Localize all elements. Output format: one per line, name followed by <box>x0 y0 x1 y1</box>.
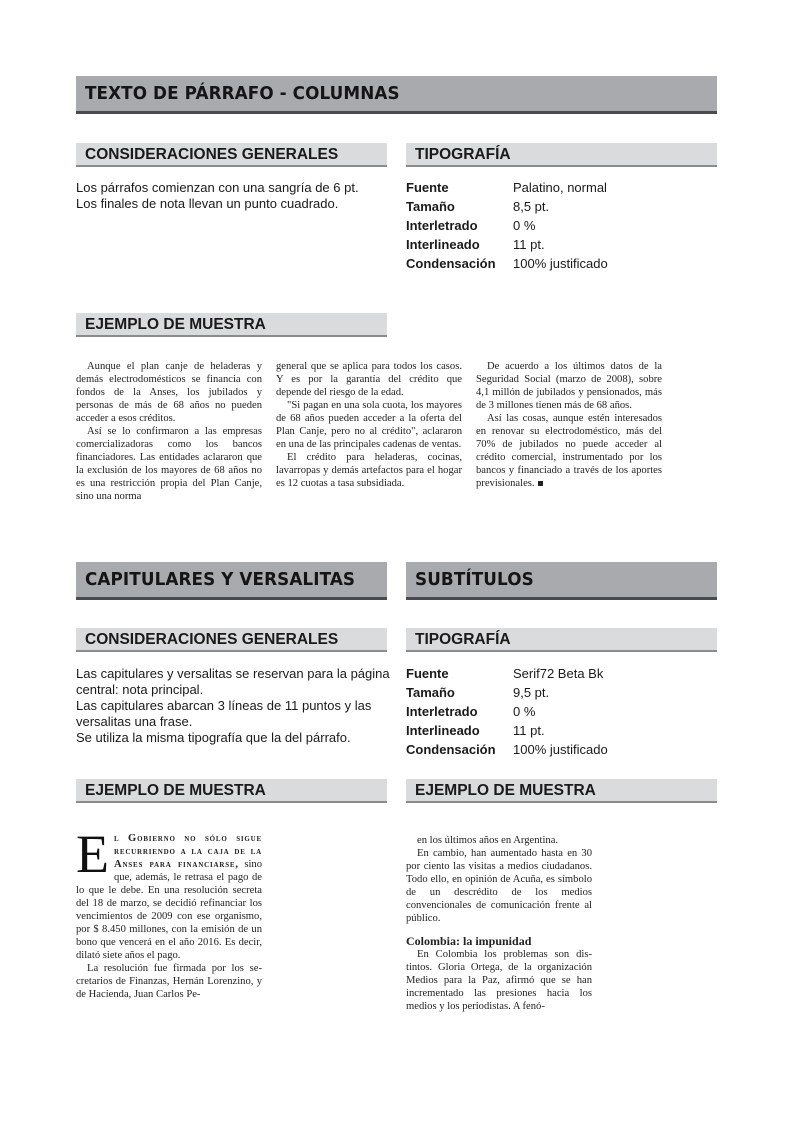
sample-heading <box>76 779 387 803</box>
spec-label: Interletrado <box>406 704 478 719</box>
paragraph: "Si pagan en una sola cuota, los mayores de 68 años pueden acceder a la oferta del Plan Canje, pero no al crédito", aclararon en una de las principales cadenas de ventas. <box>276 400 462 450</box>
paragraph: De acuerdo a los últimos datos de la Seguridad Social (marzo de 2008), sobre 4,1 millón de jubilados y pensionados, más de 3 millones tienen más de 68 años. <box>476 361 662 411</box>
smallcaps-phrase: l Gobierno no sólo sigue recurriendo a la caja de la Anses para financiarse, <box>114 833 262 870</box>
sample-heading-text: EJEMPLO DE MUESTRA <box>415 782 596 799</box>
spec-value: 100% justificado <box>513 742 608 757</box>
typography-heading-text: TIPOGRAFÍA <box>415 146 511 163</box>
spec-row-interlineado <box>406 721 608 740</box>
sample-heading <box>406 779 717 803</box>
spec-value: 11 pt. <box>513 237 545 252</box>
considerations-heading <box>76 628 387 652</box>
subtitle-sample-column <box>406 834 592 1013</box>
paragraph: Así se lo confirmaron a las empresas comercializadoras como los bancos financiadores. Las entidades aclararon que la exclusión de los mayores de 68 años no es una restricción propia del Plan Canje, sino una norma <box>76 426 262 502</box>
considerations-heading-text: CONSIDERACIONES GENERALES <box>85 146 339 163</box>
paragraph-rest: sino que, además, le retrasa el pago de lo que le debe. En una resolución secreta del 18 de marzo, se decidió refinanciar los vencimientos de 2009 con ese organismo, por $ 8.450 millones, con la emisión de un bono que vencerá en el año 2016. Es decir, dilató siete años el pago. <box>76 859 263 961</box>
sample-heading-text: EJEMPLO DE MUESTRA <box>85 316 266 333</box>
spec-row-tamano <box>406 683 608 702</box>
paragraph: En cambio, han aumentado hasta en 30 por ciento las visitas a medios ciudadanos. Todo ello, en opinión de Acuña, es símbolo de un descrédito de los medios convencionales de comunicación frente al público. <box>406 848 592 924</box>
typography-spec-table <box>406 178 608 273</box>
spec-label: Condensación <box>406 742 496 757</box>
spec-label: Fuente <box>406 180 449 195</box>
considerations-line: Se utiliza la misma tipografía que la del párrafo. <box>76 730 351 745</box>
spec-label: Interletrado <box>406 218 478 233</box>
subheading: Colombia: la impunidad <box>406 934 532 948</box>
paragraph: Así las cosas, aunque estén interesados en renovar su electrodoméstico, más del 70% de jubilados no puede acceder al crédito comercial, instrumentado por los bancos y financiado a través de los aportes previsionales. <box>476 413 662 489</box>
dropcap-letter: E <box>76 824 109 884</box>
section-title-text: SUBTÍTULOS <box>415 570 534 590</box>
typography-spec-table <box>406 664 608 759</box>
paragraph: Aunque el plan canje de heladeras y demás electrodomésticos se financia con fondos de la Anses, los jubilados y personas de más de 68 años no pueden acceder a esos créditos. <box>76 361 262 424</box>
section-title-text: TEXTO DE PÁRRAFO - COLUMNAS <box>85 84 400 104</box>
section-title-capitulares <box>76 562 387 600</box>
section-title-text: CAPITULARES Y VERSALITAS <box>85 570 356 590</box>
considerations-text <box>76 666 391 746</box>
considerations-line: Los párrafos comienzan con una sangría de 6 pt. <box>76 180 359 195</box>
considerations-line: Los finales de nota llevan un punto cuadrado. <box>76 196 339 211</box>
spec-row-fuente <box>406 178 608 197</box>
section-title-subtitulos <box>406 562 717 600</box>
considerations-line: Las capitulares abarcan 3 líneas de 11 puntos y las versalitas una frase. <box>76 698 372 729</box>
spec-value: 0 % <box>513 218 536 233</box>
dropcap-sample-column <box>76 824 263 1001</box>
typography-heading <box>406 628 717 652</box>
spec-label: Tamaño <box>406 199 455 214</box>
sample-column-3 <box>476 360 662 490</box>
spec-label: Fuente <box>406 666 449 681</box>
spec-row-interlineado <box>406 235 608 254</box>
sample-column-2 <box>276 360 462 490</box>
dropcap-paragraph <box>76 824 263 962</box>
spec-value: Serif72 Beta Bk <box>513 666 604 681</box>
spec-value: 9,5 pt. <box>513 685 550 700</box>
sample-column-1 <box>76 360 262 503</box>
considerations-heading <box>76 143 387 167</box>
paragraph: La resolución fue firmada por los secretarios de Finanzas, Hernán Lorenzino, y de Hacienda, Juan Carlos Pe- <box>76 963 262 1000</box>
typography-heading <box>406 143 717 167</box>
spec-row-interletrado <box>406 216 608 235</box>
paragraph: En Colombia los problemas son distintos. Gloria Ortega, de la organización Medios para la Paz, afirmó que se han incrementado las presiones hacia los medios y los periodistas. A fenó- <box>406 949 592 1012</box>
considerations-line: Las capitulares y versalitas se reservan para la página central: nota principal. <box>76 666 390 697</box>
spec-label: Tamaño <box>406 685 455 700</box>
spec-value: Palatino, normal <box>513 180 607 195</box>
end-square-icon <box>538 481 543 486</box>
typography-heading-text: TIPOGRAFÍA <box>415 631 511 648</box>
spec-value: 11 pt. <box>513 723 545 738</box>
spec-row-fuente <box>406 664 608 683</box>
spec-row-condensacion <box>406 740 608 759</box>
spec-value: 8,5 pt. <box>513 199 550 214</box>
section-title-texto-de-parrafo <box>76 76 717 114</box>
spec-value: 0 % <box>513 704 536 719</box>
spec-label: Condensación <box>406 256 496 271</box>
spec-label: Interlineado <box>406 237 480 252</box>
spec-row-condensacion <box>406 254 608 273</box>
spec-label: Interlineado <box>406 723 480 738</box>
spec-value: 100% justificado <box>513 256 608 271</box>
paragraph: general que se aplica para todos los casos. Y es por la garantía del crédito que depende del riesgo de la edad. <box>276 361 462 398</box>
considerations-text <box>76 180 387 212</box>
paragraph: El crédito para heladeras, cocinas, lavarropas y demás artefactos para el hogar es 12 cuotas a tasa subsidiada. <box>276 452 462 489</box>
sample-heading-text: EJEMPLO DE MUESTRA <box>85 782 266 799</box>
sample-heading <box>76 313 387 337</box>
spec-row-tamano <box>406 197 608 216</box>
paragraph: en los últimos años en Argentina. <box>417 835 559 846</box>
spec-row-interletrado <box>406 702 608 721</box>
considerations-heading-text: CONSIDERACIONES GENERALES <box>85 631 339 648</box>
